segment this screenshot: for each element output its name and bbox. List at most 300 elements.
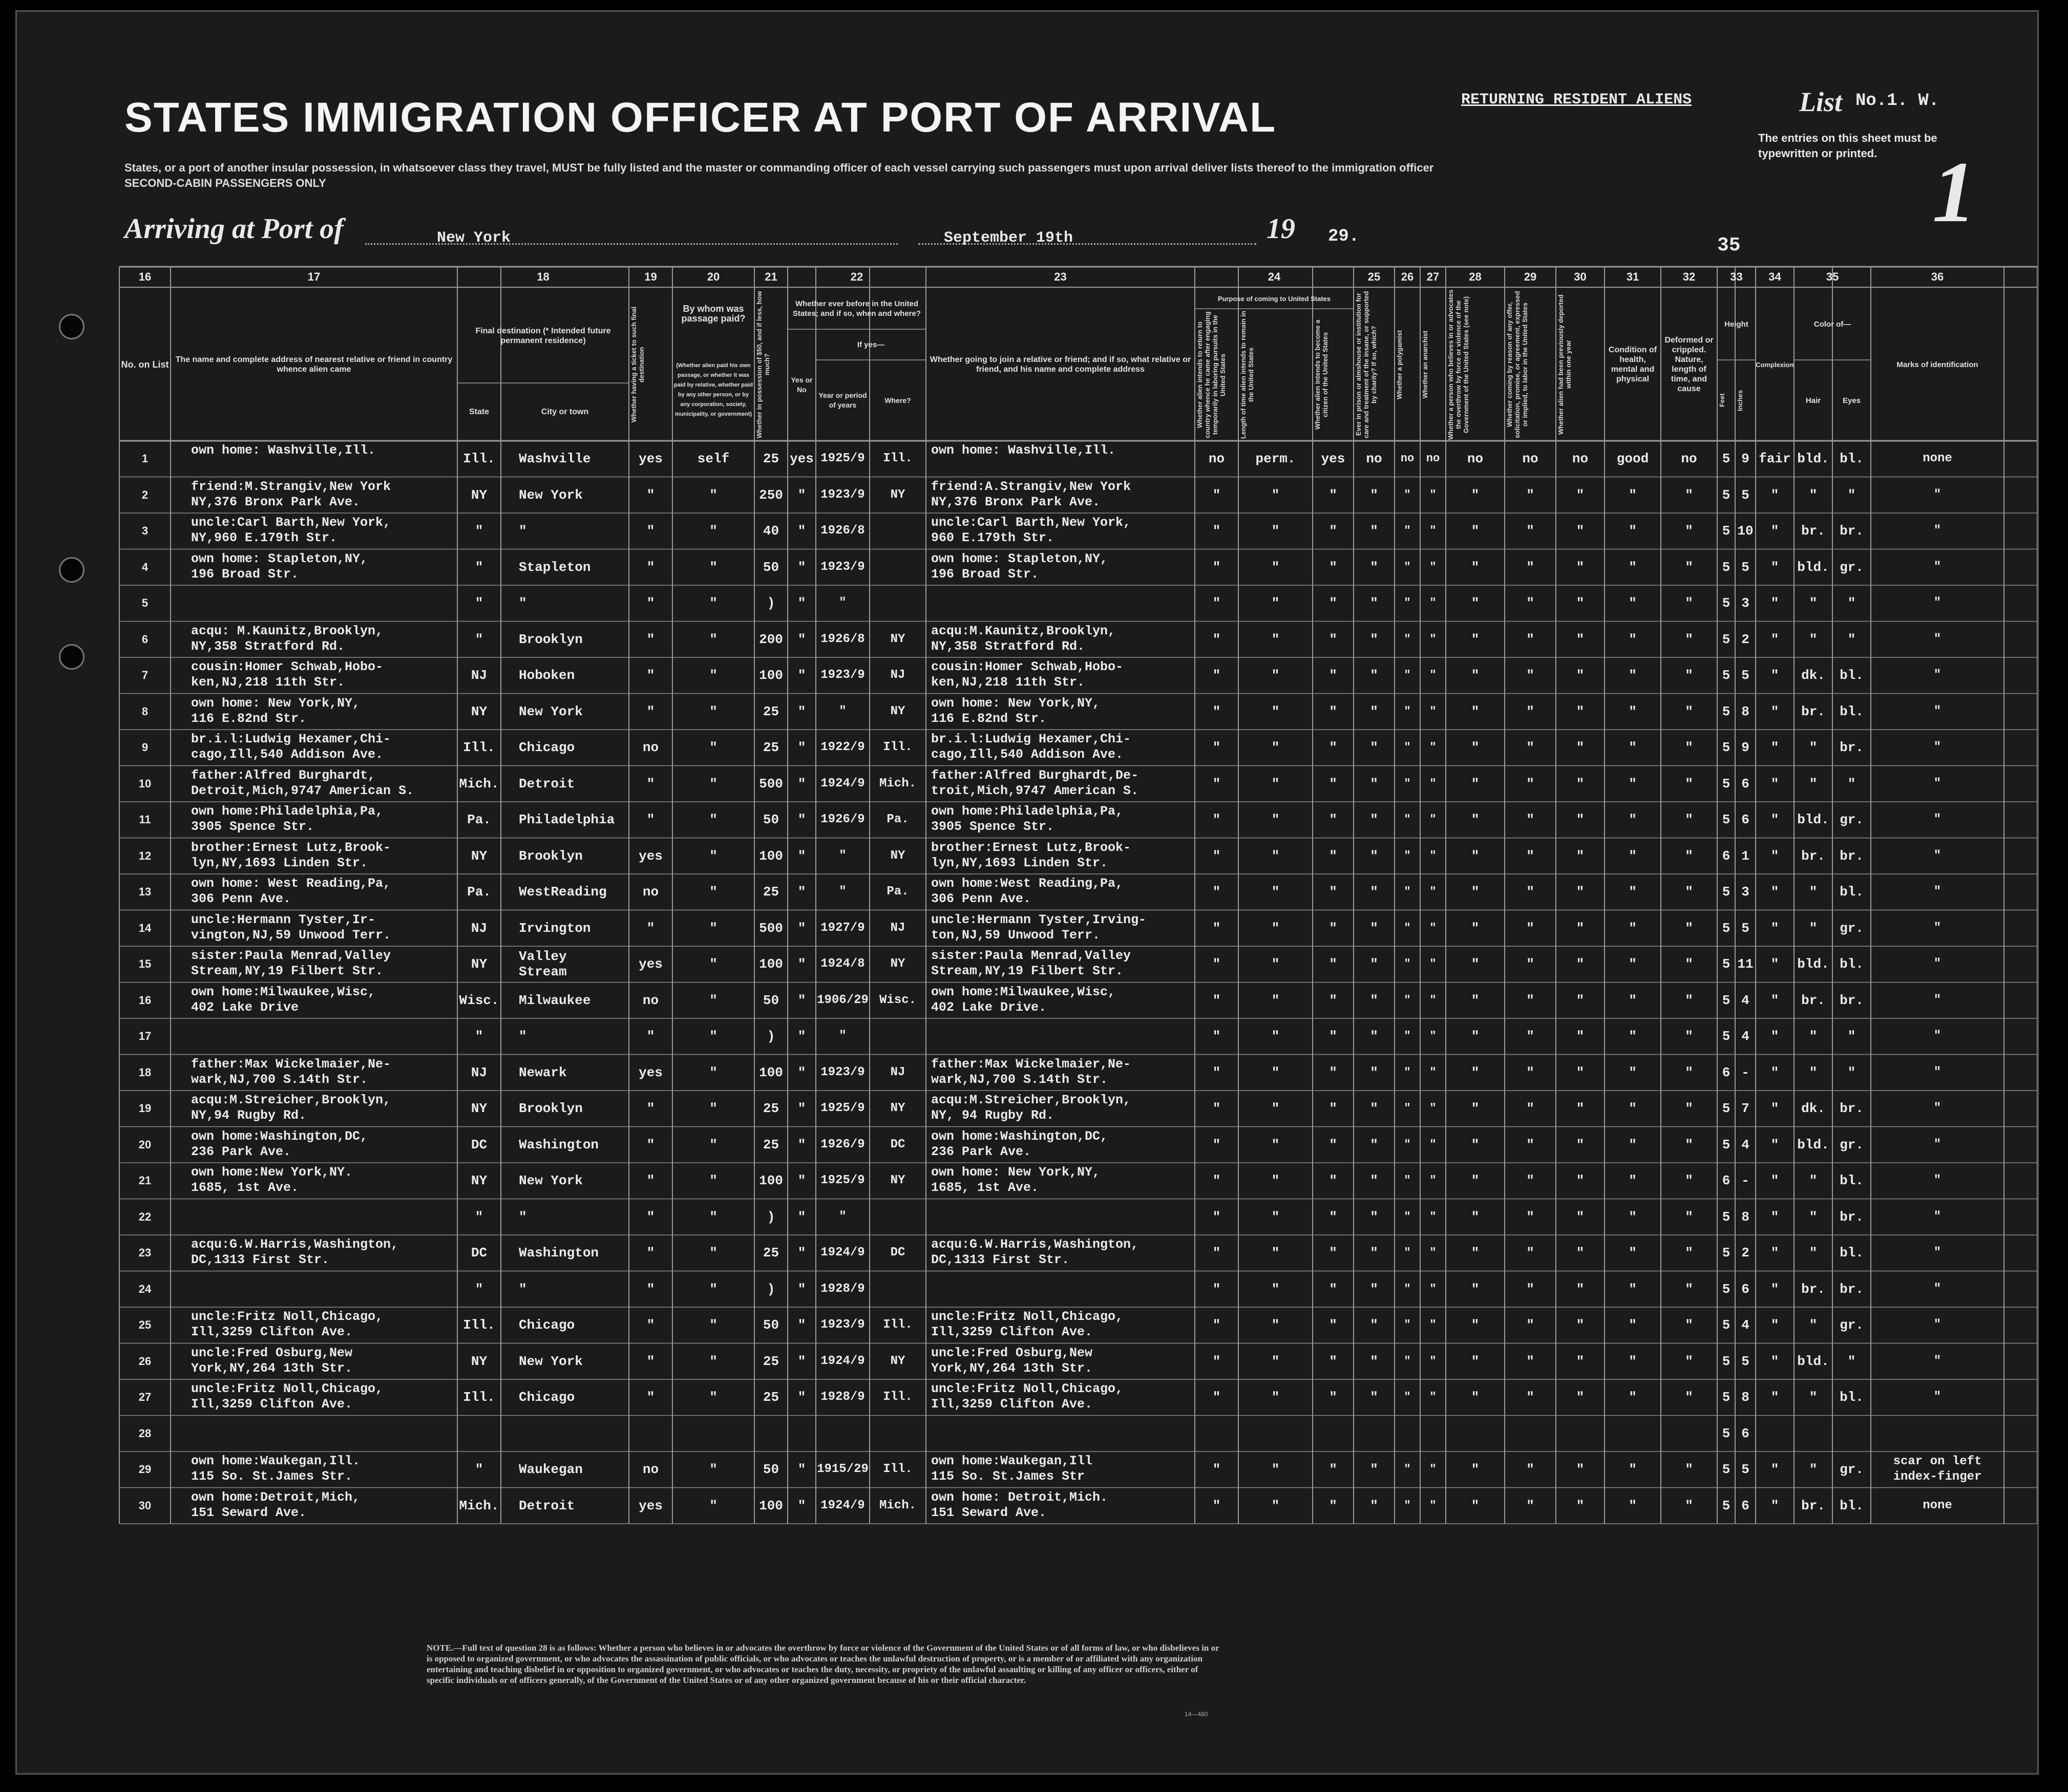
identification-marks: " [1933, 1318, 1942, 1332]
anarchist-value: " [1429, 777, 1437, 790]
height-feet: 5 [1722, 992, 1731, 1008]
intends-citizen-value: " [1329, 812, 1337, 828]
dest-state: " [475, 1029, 483, 1044]
labor-offer-value: " [1526, 1245, 1534, 1261]
height-inches: 8 [1741, 1390, 1749, 1405]
column-number-30: 30 [1574, 270, 1587, 283]
before-yes-no: " [797, 487, 806, 503]
intends-citizen-value: " [1329, 1462, 1337, 1478]
hair-color: " [1809, 631, 1818, 647]
height-feet: 5 [1722, 956, 1731, 972]
prison-value: no [1366, 451, 1382, 467]
length-stay-value: " [1271, 812, 1280, 828]
anarchist-value: " [1429, 849, 1437, 862]
hair-color: bld. [1797, 1353, 1829, 1369]
height-inches: 3 [1741, 884, 1749, 900]
before-where: NY [890, 632, 905, 646]
length-stay-value: " [1271, 992, 1280, 1008]
labor-offer-value: " [1526, 631, 1534, 647]
polygamist-value: " [1404, 524, 1411, 538]
arriving-label: Arriving at Port of [124, 213, 344, 245]
before-yes-no: yes [790, 451, 814, 467]
intends-citizen-value: " [1329, 1137, 1337, 1153]
complexion-value: " [1770, 1209, 1779, 1225]
hair-color: br. [1801, 848, 1825, 864]
header-ever-before: Whether ever before in the United States; and if so, when and where? [792, 300, 921, 318]
eye-color: gr. [1840, 920, 1864, 936]
labor-offer-value: " [1526, 1064, 1534, 1080]
polygamist-value: " [1404, 741, 1411, 754]
overthrow-value: " [1471, 668, 1480, 684]
dest-city: New York [519, 703, 583, 719]
dest-city: Washville [519, 451, 591, 467]
deported-value: " [1576, 1317, 1585, 1333]
prison-value: " [1370, 523, 1378, 539]
height-feet: 5 [1722, 487, 1731, 503]
height-feet: 5 [1722, 776, 1731, 792]
joining-relative-address: own home:Milwaukee,Wisc, 402 Lake Drive. [931, 984, 1116, 1015]
relative-address: uncle:Carl Barth,New York, NY,960 E.179th Str. [191, 515, 391, 545]
complexion-value: " [1770, 1462, 1779, 1478]
height-feet: 5 [1722, 1353, 1731, 1369]
row-number: 25 [138, 1318, 152, 1332]
before-yes-no: " [797, 1498, 806, 1513]
length-stay-value: " [1271, 920, 1280, 936]
height-inches: 1 [1741, 848, 1749, 864]
prison-value: " [1370, 1390, 1378, 1405]
deported-value: " [1576, 848, 1585, 864]
deformed-value: " [1685, 1101, 1693, 1117]
ticket-value: " [646, 812, 655, 828]
height-feet: 5 [1722, 1281, 1731, 1297]
before-where: Mich. [879, 776, 916, 791]
identification-marks: " [1933, 957, 1942, 971]
deported-value: " [1576, 559, 1585, 575]
row-number: 24 [138, 1282, 152, 1295]
ticket-value: " [646, 631, 655, 647]
anarchist-value: " [1429, 1210, 1437, 1223]
before-where: NY [890, 1174, 905, 1188]
complexion-value: " [1770, 1245, 1779, 1261]
money-value: 50 [763, 812, 779, 828]
deformed-value: no [1681, 451, 1697, 467]
deported-value: " [1576, 1064, 1585, 1080]
prison-value: " [1370, 559, 1378, 575]
before-year: " [839, 1029, 847, 1043]
joining-relative-address: own home: Detroit,Mich. 151 Seward Ave. [931, 1489, 1108, 1520]
labor-offer-value: no [1522, 451, 1538, 467]
complexion-value: " [1770, 956, 1779, 972]
anarchist-value: " [1429, 1463, 1437, 1476]
health-value: " [1629, 848, 1637, 864]
anarchist-value: " [1429, 957, 1437, 971]
relative-address: own home: Stapleton,NY, 196 Broad Str. [191, 551, 368, 582]
intends-return-value: " [1212, 1101, 1221, 1117]
complexion-value: " [1770, 920, 1779, 936]
identification-marks: " [1933, 524, 1942, 538]
prison-value: " [1370, 1137, 1378, 1153]
deported-value: " [1576, 1498, 1585, 1513]
prison-value: " [1370, 848, 1378, 864]
height-inches: - [1741, 1173, 1749, 1189]
money-value: 50 [763, 1462, 779, 1478]
intends-citizen-value: " [1329, 884, 1337, 900]
hair-color: dk. [1801, 668, 1825, 684]
intends-return-value: " [1212, 487, 1221, 503]
polygamist-value: " [1404, 1282, 1411, 1295]
identification-marks: " [1933, 1246, 1942, 1260]
identification-marks: " [1933, 1174, 1942, 1188]
deformed-value: " [1685, 1462, 1693, 1478]
before-year: 1927/9 [820, 921, 865, 935]
overthrow-value: " [1471, 1029, 1480, 1044]
health-value: " [1629, 668, 1637, 684]
hair-color: bld. [1797, 451, 1829, 467]
eye-color: gr. [1840, 1317, 1864, 1333]
labor-offer-value: " [1526, 884, 1534, 900]
relative-address: acqu:G.W.Harris,Washington, DC,1313 First Str. [191, 1237, 399, 1267]
intends-return-value: " [1212, 559, 1221, 575]
ticket-value: " [646, 920, 655, 936]
ticket-value: " [646, 1209, 655, 1225]
before-yes-no: " [797, 812, 806, 828]
deported-value: " [1576, 884, 1585, 900]
dest-city: Detroit [519, 1498, 575, 1513]
prison-value: " [1370, 703, 1378, 719]
relative-address: uncle:Fritz Noll,Chicago, Ill,3259 Clifton Ave. [191, 1309, 384, 1339]
dest-state: NY [471, 487, 488, 503]
typewritten-note: The entries on this sheet must be typewritten or printed. [1758, 132, 1937, 160]
labor-offer-value: " [1526, 776, 1534, 792]
length-stay-value: " [1271, 1064, 1280, 1080]
deformed-value: " [1685, 992, 1693, 1008]
passage-paid-value: " [709, 1390, 718, 1405]
passage-paid-value: " [709, 1137, 718, 1153]
health-value: " [1629, 1281, 1637, 1297]
height-inches: 2 [1741, 631, 1749, 647]
deformed-value: " [1685, 668, 1693, 684]
before-year: " [839, 885, 847, 899]
money-value: ) [767, 595, 775, 611]
before-where: Ill. [883, 1318, 913, 1332]
row-number: 9 [141, 741, 149, 754]
overthrow-value: " [1471, 559, 1480, 575]
deformed-value: " [1685, 1137, 1693, 1153]
length-stay-value: " [1271, 1317, 1280, 1333]
deported-value: " [1576, 487, 1585, 503]
prison-value: " [1370, 1245, 1378, 1261]
height-feet: 5 [1722, 451, 1731, 467]
dest-state: Pa. [467, 812, 491, 828]
header-marks-identification: Marks of identification [1896, 360, 1978, 369]
intends-citizen-value: " [1329, 1498, 1337, 1513]
identification-marks: " [1933, 1101, 1942, 1116]
before-yes-no: " [797, 1317, 806, 1333]
before-year: 1924/9 [820, 1354, 865, 1368]
ticket-value: " [646, 559, 655, 575]
labor-offer-value: " [1526, 1101, 1534, 1117]
polygamist-value: " [1404, 777, 1411, 790]
page-subtitle: States, or a port of another insular possession, in whatsoever class they travel, MUST be fully listed and the master or commanding officer of each vessel carrying such passengers must upon arrival deliver lists thereof to the immigration officer [124, 161, 1434, 174]
money-value: 100 [759, 848, 783, 864]
deformed-value: " [1685, 559, 1693, 575]
intends-citizen-value: " [1329, 1390, 1337, 1405]
before-yes-no: " [797, 1209, 806, 1225]
before-yes-no: " [797, 1064, 806, 1080]
complexion-value: " [1770, 740, 1779, 756]
anarchist-value: " [1429, 705, 1437, 718]
deported-value: " [1576, 740, 1585, 756]
before-where: NJ [890, 921, 905, 935]
height-feet: 5 [1722, 1425, 1731, 1441]
intends-return-value: " [1212, 1209, 1221, 1225]
intends-return-value: " [1212, 631, 1221, 647]
money-value: 50 [763, 992, 779, 1008]
height-feet: 5 [1722, 740, 1731, 756]
deformed-value: " [1685, 631, 1693, 647]
dest-city: " [519, 1209, 527, 1225]
row-number: 7 [141, 669, 149, 682]
ticket-value: " [646, 668, 655, 684]
complexion-value: " [1770, 1390, 1779, 1405]
before-year: 1923/9 [820, 487, 865, 502]
deformed-value: " [1685, 1064, 1693, 1080]
height-feet: 5 [1722, 884, 1731, 900]
relative-address: father:Alfred Burghardt, Detroit,Mich,9747 American S. [191, 767, 414, 798]
identification-marks: scar on left index-finger [1893, 1455, 1982, 1484]
passage-paid-value: " [709, 848, 718, 864]
overthrow-value: " [1471, 812, 1480, 828]
labor-offer-value: " [1526, 1173, 1534, 1189]
eye-color: bl. [1840, 1245, 1864, 1261]
polygamist-value: " [1404, 885, 1411, 899]
eye-color: br. [1840, 1101, 1864, 1117]
relative-address: brother:Ernest Lutz,Brook- lyn,NY,1693 Linden Str. [191, 840, 391, 870]
year-prefix: 19 [1267, 213, 1295, 245]
height-feet: 5 [1722, 1101, 1731, 1117]
identification-marks: " [1933, 993, 1942, 1007]
deformed-value: " [1685, 703, 1693, 719]
intends-citizen-value: " [1329, 1281, 1337, 1297]
hair-color: " [1809, 1245, 1818, 1261]
prison-value: " [1370, 1173, 1378, 1189]
row-number: 16 [138, 993, 152, 1007]
before-year: 1915/29 [817, 1462, 869, 1477]
hair-color: bld. [1797, 956, 1829, 972]
identification-marks: " [1933, 1137, 1942, 1151]
deformed-value: " [1685, 523, 1693, 539]
height-inches: 8 [1741, 1209, 1749, 1225]
dest-city: Brooklyn [519, 631, 583, 647]
header-length-stay: Length of time alien intends to remain in the United States [1239, 311, 1255, 439]
identification-marks: none [1923, 452, 1952, 466]
row-number: 13 [138, 885, 152, 899]
eye-color: gr. [1840, 559, 1864, 575]
prison-value: " [1370, 487, 1378, 503]
deported-value: " [1576, 992, 1585, 1008]
row-number: 30 [138, 1499, 152, 1512]
labor-offer-value: " [1526, 595, 1534, 611]
column-number-20: 20 [707, 270, 720, 283]
form-code: 14—480 [1185, 1711, 1208, 1718]
ticket-value: " [646, 1281, 655, 1297]
complexion-value: " [1770, 992, 1779, 1008]
health-value: " [1629, 992, 1637, 1008]
joining-relative-address: acqu:M.Streicher,Brooklyn, NY, 94 Rugby Rd. [931, 1093, 1131, 1123]
dest-city: Valley Stream [519, 949, 567, 979]
before-where: DC [890, 1137, 905, 1151]
deformed-value: " [1685, 1281, 1693, 1297]
row-number: 23 [138, 1246, 152, 1260]
eye-color: bl. [1840, 703, 1864, 719]
relative-address: own home:Milwaukee,Wisc, 402 Lake Drive [191, 984, 376, 1015]
polygamist-value: " [1404, 488, 1411, 501]
ticket-value: yes [639, 1498, 663, 1513]
column-number-18: 18 [537, 270, 550, 283]
identification-marks: " [1933, 1029, 1942, 1043]
labor-offer-value: " [1526, 1390, 1534, 1405]
dest-city: " [519, 595, 527, 611]
polygamist-value: " [1404, 560, 1411, 573]
deported-value: " [1576, 1281, 1585, 1297]
prison-value: " [1370, 920, 1378, 936]
intends-return-value: " [1212, 1317, 1221, 1333]
intends-citizen-value: " [1329, 631, 1337, 647]
complexion-value: " [1770, 1101, 1779, 1117]
deported-value: " [1576, 523, 1585, 539]
hair-color: " [1809, 1173, 1818, 1189]
hair-color: br. [1801, 523, 1825, 539]
eye-color: " [1847, 1064, 1856, 1080]
health-value: good [1616, 451, 1649, 467]
overthrow-value: " [1471, 1317, 1480, 1333]
height-feet: 5 [1722, 1137, 1731, 1153]
polygamist-value: " [1404, 596, 1411, 610]
complexion-value: " [1770, 812, 1779, 828]
deformed-value: " [1685, 848, 1693, 864]
passage-paid-value: " [709, 1101, 718, 1117]
dest-city: Washington [519, 1137, 599, 1153]
prison-value: " [1370, 1317, 1378, 1333]
ticket-value: " [646, 703, 655, 719]
height-inches: 6 [1741, 812, 1749, 828]
ticket-value: " [646, 776, 655, 792]
health-value: " [1629, 1462, 1637, 1478]
joining-relative-address: uncle:Fred Osburg,New York,NY,264 13th Str. [931, 1345, 1093, 1376]
before-yes-no: " [797, 920, 806, 936]
polygamist-value: " [1404, 705, 1411, 718]
dest-state: NY [471, 1353, 488, 1369]
joining-relative-address: acqu:M.Kaunitz,Brooklyn, NY,358 Stratford Rd. [931, 623, 1116, 654]
intends-return-value: " [1212, 956, 1221, 972]
before-yes-no: " [797, 595, 806, 611]
passage-paid-value: " [709, 1281, 718, 1297]
dest-city: Brooklyn [519, 1101, 583, 1117]
money-value: 25 [763, 884, 779, 900]
height-feet: 5 [1722, 1462, 1731, 1478]
health-value: " [1629, 595, 1637, 611]
before-where: NY [890, 1101, 905, 1116]
polygamist-value: " [1404, 849, 1411, 862]
relative-address: own home:New York,NY. 1685, 1st Ave. [191, 1165, 353, 1195]
height-inches: 5 [1741, 487, 1749, 503]
eye-color: gr. [1840, 1462, 1864, 1478]
before-yes-no: " [797, 1137, 806, 1153]
dest-state: " [475, 595, 483, 611]
labor-offer-value: " [1526, 1209, 1534, 1225]
passage-paid-value: " [709, 884, 718, 900]
intends-return-value: " [1212, 595, 1221, 611]
height-feet: 6 [1722, 848, 1731, 864]
intends-citizen-value: " [1329, 595, 1337, 611]
relative-address: acqu:M.Streicher,Brooklyn, NY,94 Rugby Rd. [191, 1093, 391, 1123]
joining-relative-address: father:Max Wickelmaier,Ne- wark,NJ,700 S.14th Str. [931, 1056, 1131, 1087]
page-subtitle-cabin: SECOND-CABIN PASSENGERS ONLY [124, 177, 326, 189]
hair-color: " [1809, 884, 1818, 900]
hair-color: br. [1801, 992, 1825, 1008]
intends-citizen-value: " [1329, 1353, 1337, 1369]
complexion-value: fair [1759, 451, 1791, 467]
height-feet: 5 [1722, 523, 1731, 539]
polygamist-value: " [1404, 1246, 1411, 1260]
prison-value: " [1370, 1353, 1378, 1369]
prison-value: " [1370, 992, 1378, 1008]
before-yes-no: " [797, 884, 806, 900]
height-feet: 5 [1722, 595, 1731, 611]
length-stay-value: " [1271, 1029, 1280, 1044]
intends-return-value: " [1212, 884, 1221, 900]
height-inches: 6 [1741, 1425, 1749, 1441]
row-number: 20 [138, 1138, 152, 1151]
overthrow-value: " [1471, 1101, 1480, 1117]
before-year: 1925/9 [820, 452, 865, 466]
passage-paid-value: " [709, 703, 718, 719]
deformed-value: " [1685, 595, 1693, 611]
before-year: 1923/9 [820, 560, 865, 574]
height-feet: 5 [1722, 1209, 1731, 1225]
complexion-value: " [1770, 523, 1779, 539]
eye-color: " [1847, 595, 1856, 611]
polygamist-value: " [1404, 1499, 1411, 1512]
joining-relative-address: own home: Washville,Ill. [931, 443, 1116, 458]
column-number-22: 22 [850, 270, 863, 283]
ticket-value: " [646, 1137, 655, 1153]
length-stay-value: " [1271, 1462, 1280, 1478]
money-value: 25 [763, 1390, 779, 1405]
labor-offer-value: " [1526, 920, 1534, 936]
length-stay-value: " [1271, 1498, 1280, 1513]
health-value: " [1629, 1029, 1637, 1044]
height-feet: 5 [1722, 1029, 1731, 1044]
header-overthrow: Whether a person who believes in or advocates the overthrow by force or violence of the Government of the United States (see note) [1447, 289, 1470, 440]
deported-value: " [1576, 1101, 1585, 1117]
passage-paid-value: " [709, 812, 718, 828]
identification-marks: " [1933, 1390, 1942, 1404]
intends-citizen-value: yes [1321, 451, 1345, 467]
row-number: 8 [141, 705, 149, 718]
eye-color: br. [1840, 523, 1864, 539]
sheet-number: 35 [1717, 234, 1741, 257]
passage-paid-value: " [709, 920, 718, 936]
height-inches: 11 [1737, 956, 1754, 972]
joining-relative-address: acqu:G.W.Harris,Washington, DC,1313 First Str. [931, 1237, 1139, 1267]
deported-value: " [1576, 776, 1585, 792]
before-yes-no: " [797, 559, 806, 575]
identification-marks: " [1933, 1209, 1942, 1224]
dest-city: WestReading [519, 884, 607, 900]
ticket-value: " [646, 523, 655, 539]
money-value: ) [767, 1029, 775, 1044]
